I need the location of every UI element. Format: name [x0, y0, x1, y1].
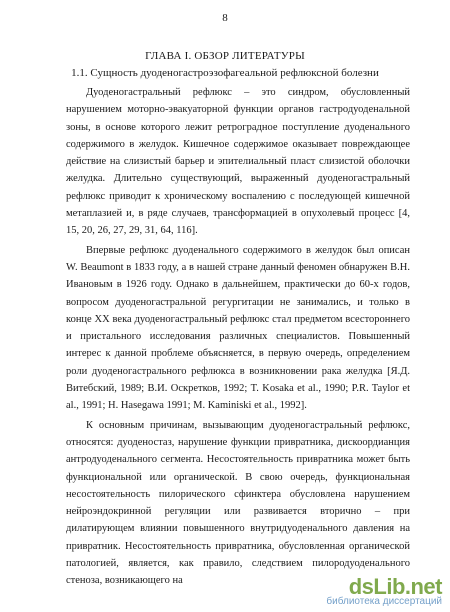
- paragraph: К основным причинам, вызывающим дуоденогастральный рефлюкс, относятся: дуоденостаз, нарушение функции привратника, дискоордианция антродуоденального сегмента. Несостоятельность привратника может быть функциональной или органической. В свою очередь, функциональная несостоятельность пилорического сфинктера обусловлена нарушением нейроэндокринной регуляции или развивается вторично – при дилатирующем влиянии повышенного внутридуоденального давления на привратник. Несостоятельность привратника, обусловленная органической патологией, является, как правило, следствием пилородуоденального стеноза, возникающего на: [66, 419, 410, 587]
- section-title: 1.1. Сущность дуоденогастроэзофагеальной рефлюксной болезни: [71, 67, 379, 79]
- page-number: 8: [222, 12, 228, 24]
- dslib-logo: dsLib.net: [348, 574, 442, 599]
- body-text: [66, 84, 410, 590]
- watermark-tagline: библиотека диссертаций: [326, 596, 442, 607]
- paragraph: Впервые рефлюкс дуоденального содержимого в желудок был описан W. Beaumont в 1833 году, а в нашей стране данный феномен обнаружен В.Н. Ивановым в 1926 году. Однако в дальнейшем, практически до 60-х годов, вопросом дуоденогастральной регургитации не занимались, и только в конце ХХ века дуоденогастральный рефлюкс стал предметом всестороннего и пристального исследования различных специалистов. Повышенный интерес к данной проблеме объясняется, в первую очередь, определением роли дуоденогастрального рефлюкса в возникновении рака желудка [Я.Д. Витебский, 1989; В.И. Оскретков, 1992; T. Kosaka et al., 1990; P.R. Taylor et al., 1991; H. Hasegawa 1991; M. Kaminiski et al., 1992].: [66, 244, 410, 412]
- paragraph: Дуоденогастральный рефлюкс – это синдром, обусловленный нарушением моторно-эвакуаторной функции органов гастродуоденальной зоны, в основе которого лежит ретроградное поступление дуоденального содержимого в желудок. Кишечное содержимое оказывает повреждающее действие на слизистый барьер и эпителиальный пласт слизистой оболочки желудка. Длительно существующий, выраженный дуоденогастральный рефлюкс приводит к хроническому воспалению с последующей кишечной метаплазией и, в ряде случаев, трансформацией в опухолевый процесс [4, 15, 20, 26, 27, 29, 31, 64, 116].: [66, 87, 410, 237]
- dslib-watermark: [326, 576, 442, 608]
- chapter-title: ГЛАВА I. ОБЗОР ЛИТЕРАТУРЫ: [145, 50, 305, 62]
